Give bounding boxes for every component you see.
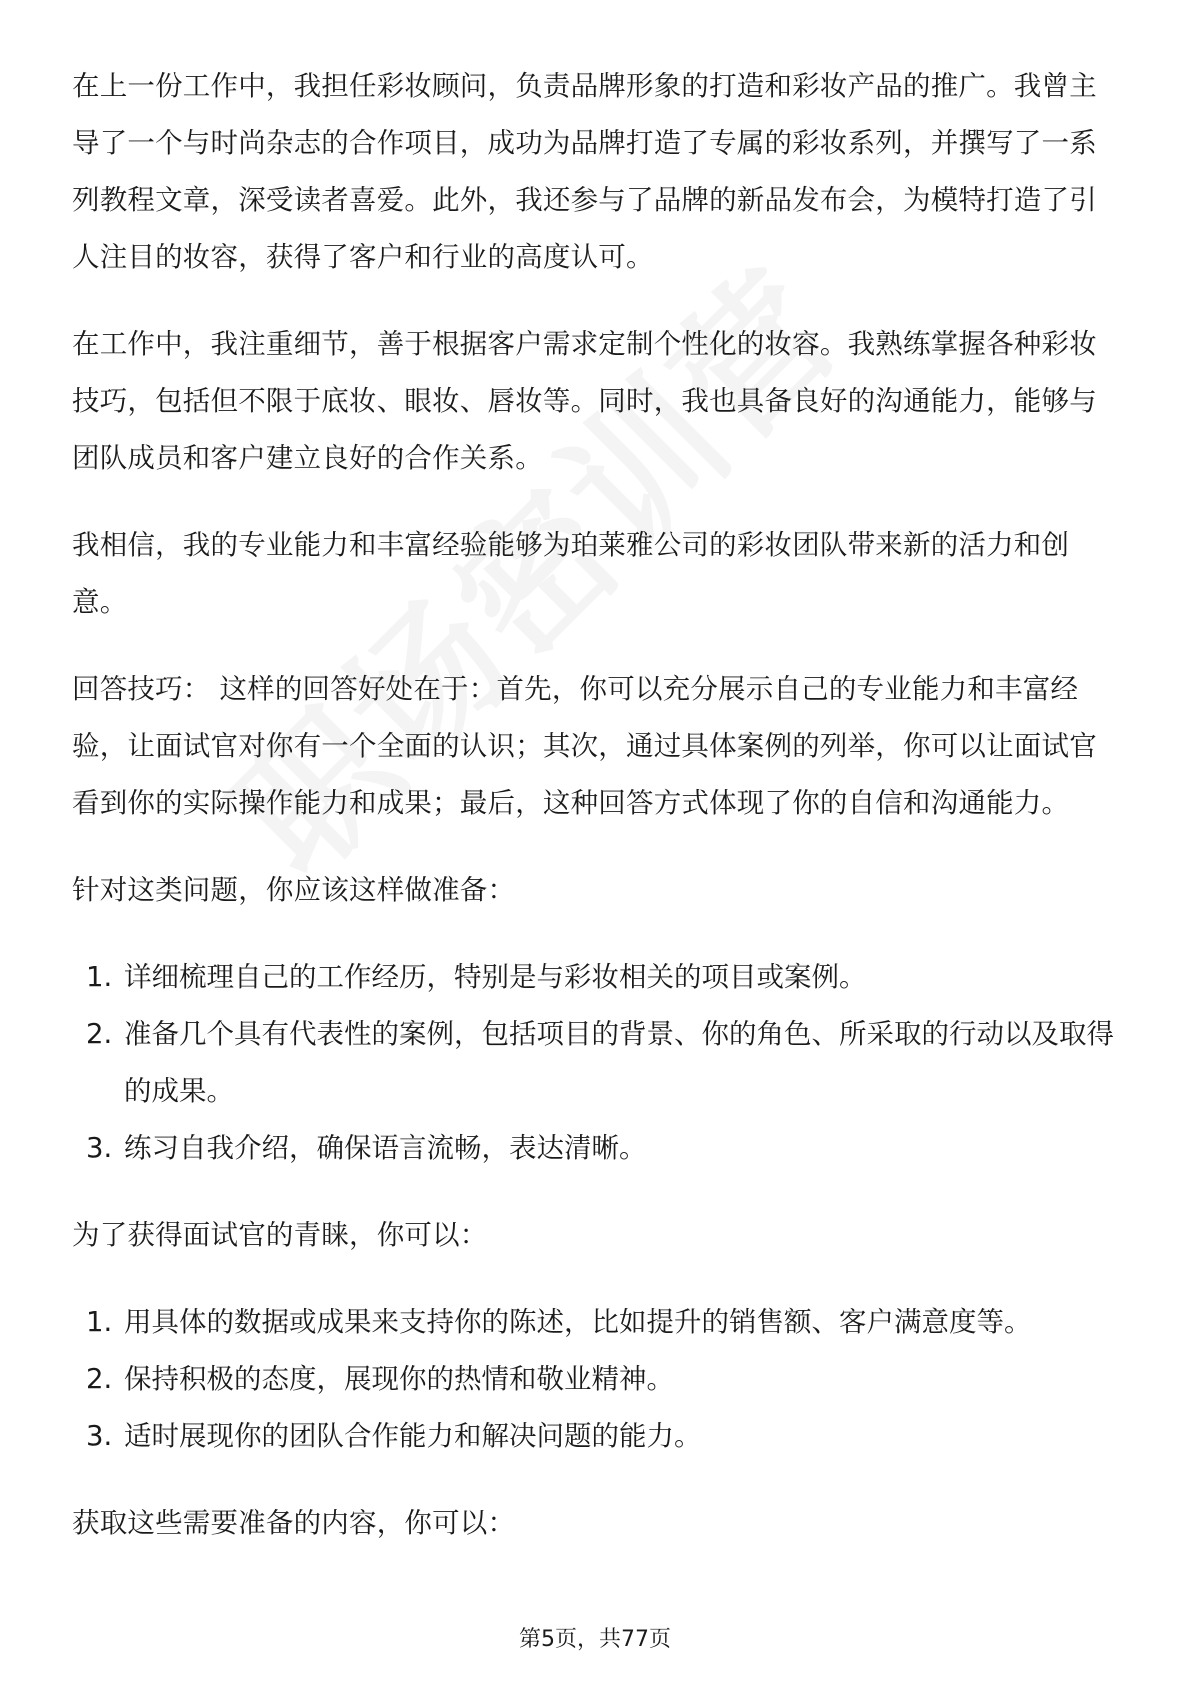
page-number: 第5页，共77页 [519,1627,671,1652]
list-item-text: 适时展现你的团队合作能力和解决问题的能力。 [124,1420,702,1452]
list-item [72,949,1122,1006]
list-item-text: 用具体的数据或成果来支持你的陈述，比如提升的销售额、客户满意度等。 [124,1306,1032,1338]
list-item-text: 准备几个具有代表性的案例，包括项目的背景、你的角色、所采取的行动以及取得的成果。 [124,1018,1114,1107]
favor-list [72,1294,1122,1465]
list-item-text: 保持积极的态度，展现你的热情和敬业精神。 [124,1363,674,1395]
list-item-number: 3. [86,1132,113,1164]
list-item-number: 2. [86,1018,113,1050]
list-item-text: 练习自我介绍，确保语言流畅，表达清晰。 [124,1132,647,1164]
list-item-number: 2. [86,1363,113,1395]
list-item-number: 1. [86,961,113,993]
list-item [72,1351,1122,1408]
list-item [72,1120,1122,1177]
list-item-text: 详细梳理自己的工作经历，特别是与彩妆相关的项目或案例。 [124,961,867,993]
paragraph-favor-intro: 为了获得面试官的青睐，你可以： [72,1219,488,1251]
preparation-list [72,949,1122,1177]
document-body [72,58,1122,1582]
paragraph-skills: 在工作中，我注重细节，善于根据客户需求定制个性化的妆容。我熟练掌握各种彩妆技巧，包括但不限于底妆、眼妆、唇妆等。同时，我也具备良好的沟通能力，能够与团队成员和客户建立良好的合作关系。 [72,328,1097,474]
paragraph-answer-tips: 回答技巧： 这样的回答好处在于：首先，你可以充分展示自己的专业能力和丰富经验，让面试官对你有一个全面的认识；其次，通过具体案例的列举，你可以让面试官看到你的实际操作能力和成果；最后，这种回答方式体现了你的自信和沟通能力。 [72,673,1097,819]
paragraph-obtain-intro: 获取这些需要准备的内容，你可以： [72,1507,516,1539]
list-item [72,1408,1122,1465]
list-item [72,1294,1122,1351]
paragraph-preparation-intro: 针对这类问题，你应该这样做准备： [72,874,516,906]
paragraph-experience: 在上一份工作中，我担任彩妆顾问，负责品牌形象的打造和彩妆产品的推广。我曾主导了一个与时尚杂志的合作项目，成功为品牌打造了专属的彩妆系列，并撰写了一系列教程文章，深受读者喜爱。此外，我还参与了品牌的新品发布会，为模特打造了引人注目的妆容，获得了客户和行业的高度认可。 [72,70,1097,273]
paragraph-belief: 我相信，我的专业能力和丰富经验能够为珀莱雅公司的彩妆团队带来新的活力和创意。 [72,529,1070,618]
list-item-number: 1. [86,1306,113,1338]
list-item [72,1006,1122,1120]
list-item-number: 3. [86,1420,113,1452]
